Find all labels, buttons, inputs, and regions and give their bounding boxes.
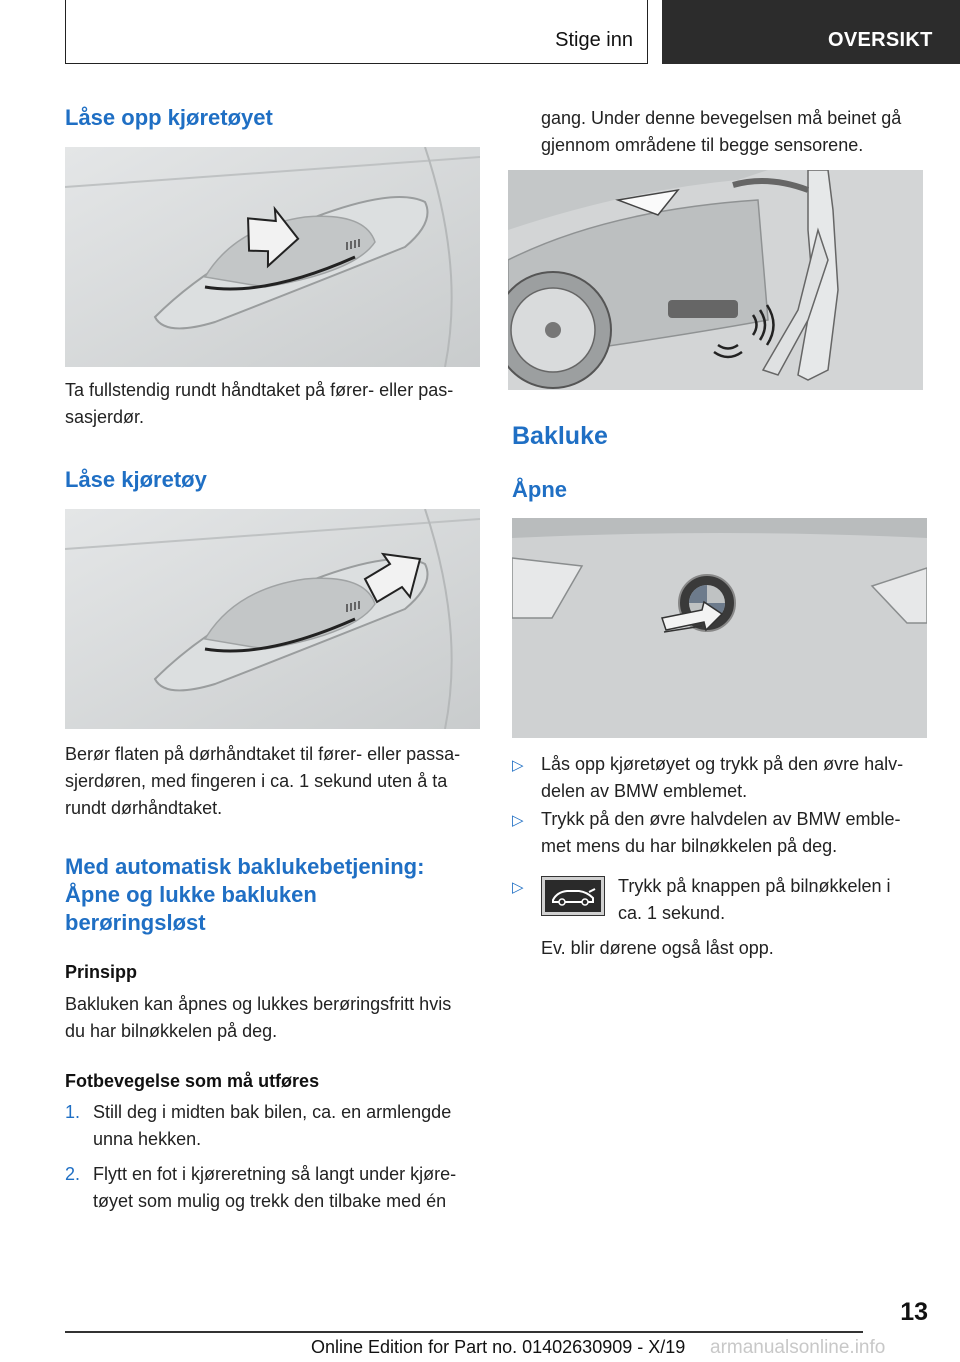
header-chapter-label: OVERSIKT bbox=[828, 29, 933, 51]
bullet-list bbox=[512, 751, 932, 962]
heading-auto-tailgate bbox=[65, 853, 424, 937]
heading-line: Med automatisk baklukebetjening: bbox=[65, 854, 425, 879]
heading-line: Åpne og lukke bakluken bbox=[65, 882, 317, 907]
heading-line: berøringsløst bbox=[65, 910, 206, 935]
paragraph-line: rundt dørhåndtaket. bbox=[65, 798, 223, 818]
page-number: 13 bbox=[900, 1298, 928, 1326]
paragraph-line: sasjerdør. bbox=[65, 407, 145, 427]
step-number: 2. bbox=[65, 1164, 81, 1184]
bmw-emblem-image bbox=[512, 518, 927, 738]
paragraph-line: Berør flaten på dørhåndtaket til fører- eller passa- bbox=[65, 744, 461, 764]
header-section-tab bbox=[65, 0, 648, 64]
list-item bbox=[512, 751, 932, 806]
paragraph-lock bbox=[65, 741, 460, 822]
paragraph-line: gang. Under denne bevegelsen må beinet gå bbox=[541, 108, 902, 128]
paragraph-doors: Ev. blir dørene også låst opp. bbox=[541, 938, 774, 958]
car-tailgate-key-icon bbox=[542, 877, 604, 915]
paragraph-line: gjennom områdene til begge sensorene. bbox=[541, 135, 864, 155]
triangle-right-icon: ▷ bbox=[512, 757, 524, 774]
paragraph-line: Ta fullstendig rundt håndtaket på fører- eller pas- bbox=[65, 380, 454, 400]
paragraph-line: unna hekken. bbox=[93, 1129, 202, 1149]
list-item bbox=[512, 873, 932, 935]
paragraph-line: sjerdøren, med fingeren i ca. 1 sekund uten å ta bbox=[65, 771, 448, 791]
paragraph-line: Bakluken kan åpnes og lukkes berøringsfritt hvis bbox=[65, 994, 452, 1014]
header-section-label: Stige inn bbox=[555, 29, 633, 51]
paragraph-continuation bbox=[541, 105, 901, 159]
triangle-right-icon: ▷ bbox=[512, 879, 524, 896]
list-item bbox=[65, 1161, 485, 1223]
paragraph-unlock bbox=[65, 377, 453, 431]
heading-lock: Låse kjøretøy bbox=[65, 467, 207, 492]
subheading-foot-motion: Fotbevegelse som må utføres bbox=[65, 1071, 320, 1091]
subheading-principle: Prinsipp bbox=[65, 962, 138, 982]
footer-divider bbox=[65, 1331, 863, 1333]
door-handle-grip-image bbox=[65, 147, 480, 367]
triangle-right-icon: ▷ bbox=[512, 812, 524, 829]
footer-watermark: armanualsonline.info bbox=[710, 1337, 886, 1358]
paragraph-line: tøyet som mulig og trekk den tilbake med én bbox=[93, 1191, 447, 1211]
list-item bbox=[512, 806, 932, 873]
step-number: 1. bbox=[65, 1102, 81, 1122]
heading-open: Åpne bbox=[512, 477, 567, 502]
heading-unlock: Låse opp kjøretøyet bbox=[65, 105, 273, 130]
header-chapter-tab bbox=[662, 0, 960, 64]
paragraph-line: delen av BMW emblemet. bbox=[541, 781, 748, 801]
paragraph-line: ca. 1 sekund. bbox=[618, 903, 726, 923]
door-handle-touch-image bbox=[65, 509, 480, 729]
paragraph-line: Trykk på knappen på bilnøkkelen i bbox=[618, 876, 891, 896]
paragraph-principle bbox=[65, 991, 451, 1045]
heading-bakluke: Bakluke bbox=[512, 422, 608, 450]
list-item bbox=[65, 1099, 485, 1161]
paragraph-line: Flytt en fot i kjøreretning så langt under kjøre- bbox=[93, 1164, 457, 1184]
footer-edition: Online Edition for Part no. 01402630909 - X/19 bbox=[311, 1337, 686, 1357]
paragraph-line: du har bilnøkkelen på deg. bbox=[65, 1021, 278, 1041]
paragraph-line: Trykk på den øvre halvdelen av BMW emble- bbox=[541, 809, 901, 829]
step-list bbox=[65, 1099, 485, 1223]
paragraph-line: Lås opp kjøretøyet og trykk på den øvre halv- bbox=[541, 754, 904, 774]
paragraph-line: met mens du har bilnøkkelen på deg. bbox=[541, 836, 838, 856]
paragraph-line: Still deg i midten bak bilen, ca. en armlengde bbox=[93, 1102, 452, 1122]
foot-gesture-image bbox=[508, 170, 923, 390]
